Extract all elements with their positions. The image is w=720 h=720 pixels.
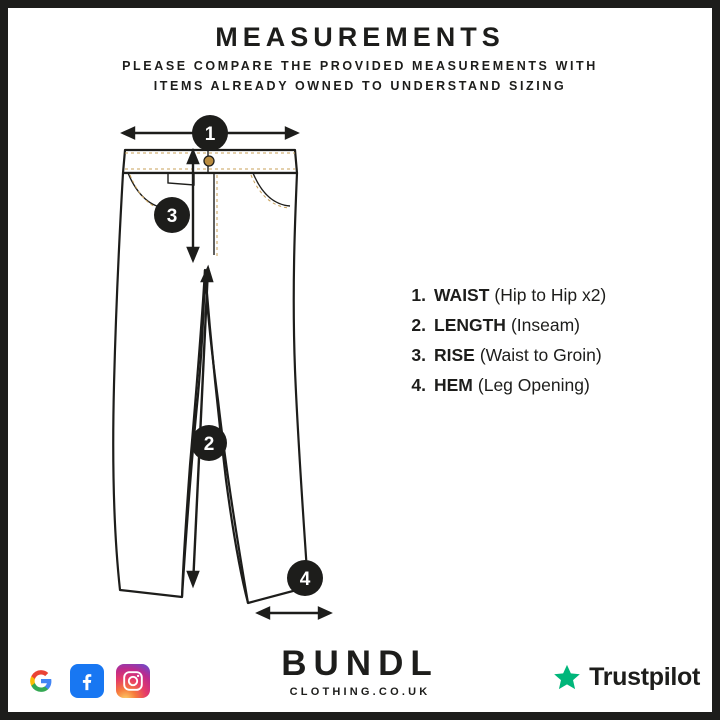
svg-text:4: 4 <box>299 569 311 590</box>
frame-border-right <box>712 0 720 720</box>
page-title: MEASUREMENTS <box>215 22 505 52</box>
legend-item-length <box>400 315 690 336</box>
legend-description: (Hip to Hip x2) <box>494 285 607 305</box>
trustpilot-badge[interactable] <box>552 663 700 692</box>
legend-item-waist <box>400 285 690 306</box>
legend-item-hem <box>400 375 690 396</box>
jeans-diagram <box>90 105 390 625</box>
frame-border-bottom <box>0 712 720 720</box>
subtitle-line-2: ITEMS ALREADY OWNED TO UNDERSTAND SIZING <box>153 79 567 93</box>
brand-website: CLOTHING.CO.UK <box>289 686 431 698</box>
svg-text:2: 2 <box>203 434 215 455</box>
legend-item-rise <box>400 345 690 366</box>
trustpilot-label: Trustpilot <box>589 663 700 691</box>
legend-number: 1. <box>411 285 426 305</box>
page-subtitle <box>60 56 660 96</box>
legend-description: (Leg Opening) <box>477 375 590 395</box>
legend-label: WAIST <box>434 285 490 305</box>
measurement-legend <box>400 285 690 405</box>
frame-border-left <box>0 0 8 720</box>
svg-text:3: 3 <box>166 206 178 227</box>
legend-label: LENGTH <box>434 315 506 335</box>
trustpilot-star-icon <box>552 663 582 692</box>
legend-description: (Inseam) <box>510 315 580 335</box>
legend-label: RISE <box>434 345 475 365</box>
legend-number: 3. <box>411 345 426 365</box>
legend-label: HEM <box>434 375 473 395</box>
legend-number: 2. <box>411 315 426 335</box>
frame-border-top <box>0 0 720 8</box>
legend-description: (Waist to Groin) <box>479 345 602 365</box>
svg-text:1: 1 <box>204 124 216 145</box>
brand-name: BUNDL <box>281 644 439 683</box>
legend-number: 4. <box>411 375 426 395</box>
subtitle-line-1: PLEASE COMPARE THE PROVIDED MEASUREMENTS WITH <box>122 59 598 73</box>
